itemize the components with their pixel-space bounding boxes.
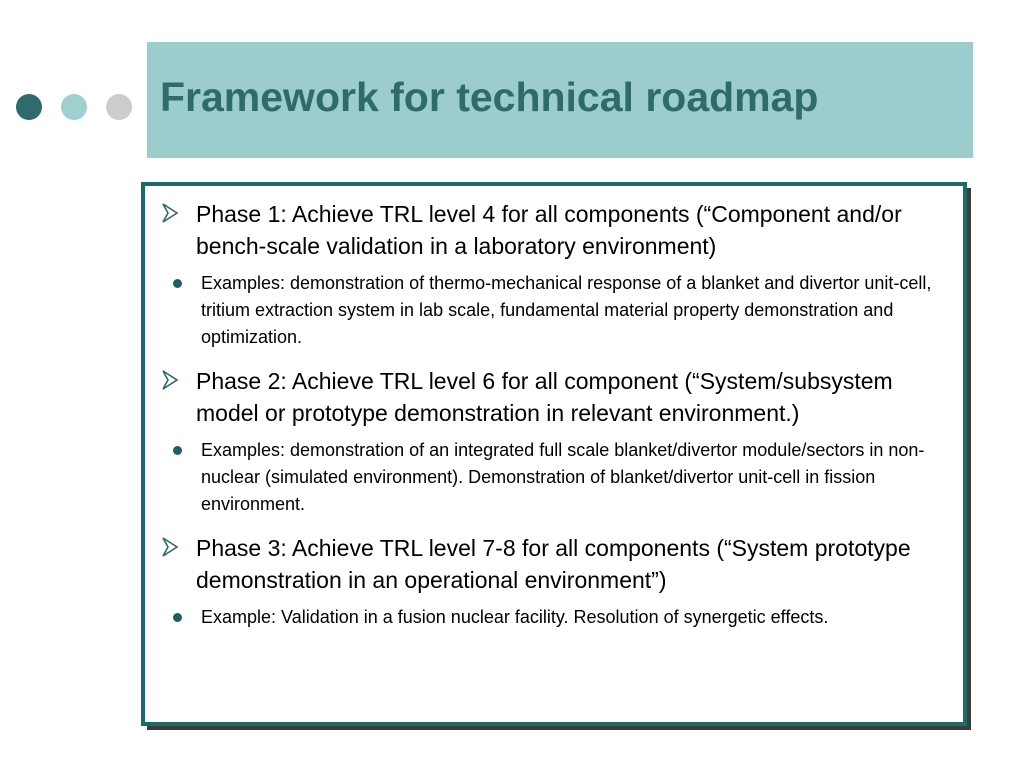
dot-dark-teal [16,94,42,120]
phase-2-text: Phase 2: Achieve TRL level 6 for all component (“System/subsystem model or prototype demonstration in relevant environment.) [196,368,893,426]
bullet-list [157,198,957,645]
slide-title: Framework for technical roadmap [160,74,819,120]
phase-3-example: Example: Validation in a fusion nuclear facility. Resolution of synergetic effects. [201,607,829,627]
sub-bullet-phase-1 [157,270,957,351]
arrow-bullet-icon [160,536,180,558]
decorative-dots [16,94,136,122]
phase-3-text: Phase 3: Achieve TRL level 7-8 for all components (“System prototype demonstration in an operational environment”) [196,535,911,593]
dot-light-teal [61,94,87,120]
phase-1-examples: Examples: demonstration of thermo-mechanical response of a blanket and divertor unit-cell, tritium extraction system in lab scale, fundamental material property demonstration and optimization. [201,273,932,347]
bullet-phase-3 [157,532,957,596]
dot-bullet-icon [173,279,182,288]
phase-2-examples: Examples: demonstration of an integrated full scale blanket/divertor module/sectors in non-nuclear (simulated environment). Demonstration of blanket/divertor unit-cell in fission environment. [201,440,925,514]
title-bar [147,42,973,158]
bullet-phase-1 [157,198,957,262]
bullet-phase-2 [157,365,957,429]
arrow-bullet-icon [160,202,180,224]
phase-1-text: Phase 1: Achieve TRL level 4 for all components (“Component and/or bench-scale validation in a laboratory environment) [196,201,902,259]
content-box [141,182,967,726]
arrow-bullet-icon [160,369,180,391]
dot-bullet-icon [173,446,182,455]
sub-bullet-phase-3 [157,604,957,631]
dot-bullet-icon [173,613,182,622]
dot-gray [106,94,132,120]
sub-bullet-phase-2 [157,437,957,518]
